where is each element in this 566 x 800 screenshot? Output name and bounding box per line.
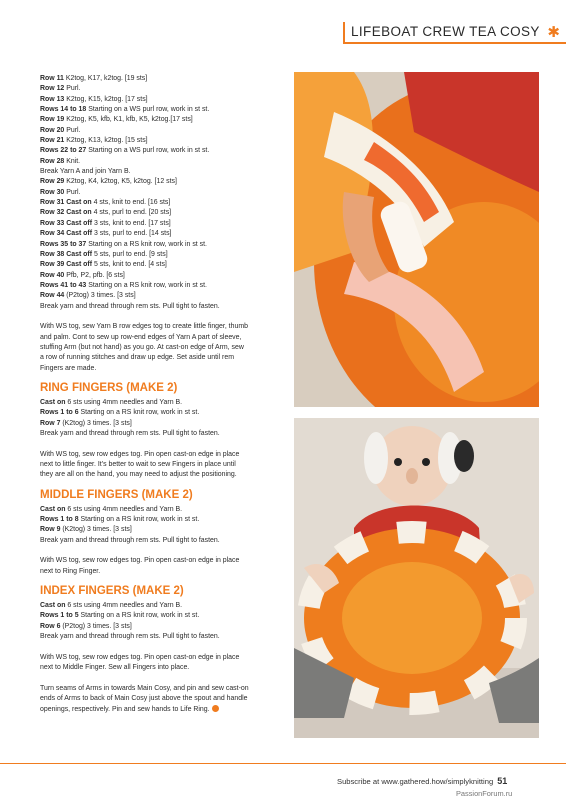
pattern-row xyxy=(40,622,280,632)
pattern-row xyxy=(40,281,280,291)
photo-tea-cosy xyxy=(294,418,539,738)
pattern-row xyxy=(40,219,280,229)
row-label: Row 11 xyxy=(40,75,64,82)
section-title: LIFEBOAT CREW TEA COSY xyxy=(351,24,540,39)
text-line: Fingers are made. xyxy=(40,364,97,372)
pattern-row xyxy=(40,208,280,218)
row-instruction: Break yarn and thread through rem sts. Pull tight to fasten. xyxy=(40,633,220,641)
row-instruction: 5 sts, knit to end. [4 sts] xyxy=(92,261,167,269)
page-header xyxy=(343,22,566,44)
pattern-row xyxy=(40,419,280,429)
row-label: Row 30 xyxy=(40,188,65,196)
row-instruction: Starting on a RS knit row, work in st st. xyxy=(78,516,200,524)
pattern-row xyxy=(40,157,280,167)
pattern-row xyxy=(40,632,280,642)
ring-rows-list xyxy=(40,398,280,439)
text-line: With WS tog, sew row edges tog. Pin open cast-on edge in place xyxy=(40,653,240,661)
text-line: openings, respectively. Pin and sew hands to Life Ring. xyxy=(40,705,280,715)
row-instruction: (P2tog) 3 times. [3 sts] xyxy=(64,292,136,300)
pattern-row xyxy=(40,525,280,535)
pattern-row xyxy=(40,198,280,208)
pattern-row xyxy=(40,515,280,525)
pattern-row xyxy=(40,536,280,546)
row-instruction: K2tog, K4, k2tog, K5, k2tog. [12 sts] xyxy=(64,178,177,186)
watermark: PassionForum.ru xyxy=(456,789,513,798)
row-instruction: K2tog, K13, k2tog. [15 sts] xyxy=(64,137,148,145)
row-label: Row 20 xyxy=(40,126,65,134)
row-instruction: 3 sts, purl to end. [14 sts] xyxy=(92,230,172,238)
index-finish-paragraph xyxy=(40,653,280,674)
pattern-row xyxy=(40,398,280,408)
pattern-row xyxy=(40,271,280,281)
pattern-row xyxy=(40,126,280,136)
row-instruction: Starting on a WS purl row, work in st st. xyxy=(86,106,210,114)
text-line: next to Middle Finger. Sew all Fingers into place. xyxy=(40,664,190,672)
row-label: Row 31 Cast on xyxy=(40,199,92,207)
row-instruction: Break yarn and thread through rem sts. Pull tight to fasten. xyxy=(40,536,220,544)
pattern-row xyxy=(40,429,280,439)
row-label: Rows 22 to 27 xyxy=(40,147,87,155)
subscribe-link[interactable]: Subscribe at www.gathered.how/simplyknitting xyxy=(337,777,494,786)
pattern-row xyxy=(40,95,280,105)
row-instruction: (P2tog) 3 times. [3 sts] xyxy=(60,622,132,630)
closing-paragraph xyxy=(40,684,280,715)
row-label: Row 44 xyxy=(40,292,65,300)
row-label: Row 29 xyxy=(40,178,65,186)
row-instruction: 6 sts using 4mm needles and Yarn B. xyxy=(65,505,183,513)
row-label: Row 9 xyxy=(40,526,61,534)
pattern-row xyxy=(40,408,280,418)
row-instruction: (K2tog) 3 times. [3 sts] xyxy=(60,526,132,534)
text-line: Turn seams of Arms in towards Main Cosy, and pin and sew cast-on xyxy=(40,684,249,692)
photo-life-ring-closeup-art xyxy=(294,72,539,407)
row-instruction: Purl. xyxy=(64,126,81,134)
text-line: With WS tog, sew row edges tog. Pin open cast-on edge in place xyxy=(40,450,240,458)
row-label: Rows 41 to 43 xyxy=(40,281,87,289)
row-label: Row 13 xyxy=(40,95,65,103)
row-instruction: Break yarn and thread through rem sts. Pull tight to fasten. xyxy=(40,430,220,437)
page-number: 51 xyxy=(497,776,508,786)
row-instruction: (K2tog) 3 times. [3 sts] xyxy=(60,419,132,427)
flower-icon: ✱ xyxy=(547,24,560,41)
row-label: Rows 1 to 8 xyxy=(40,516,79,524)
text-line: they are all on the hand, you may need to adjust the positioning. xyxy=(40,471,237,479)
row-label: Row 19 xyxy=(40,116,65,124)
row-label: Rows 1 to 5 xyxy=(40,612,79,620)
pattern-row xyxy=(40,291,280,301)
row-label: Rows 1 to 6 xyxy=(40,409,79,417)
row-instruction: Starting on a RS knit row, work in st st. xyxy=(78,409,200,417)
row-label: Row 33 Cast off xyxy=(40,219,93,227)
row-instruction: 3 sts, knit to end. [17 sts] xyxy=(92,219,171,227)
end-mark-icon xyxy=(212,705,219,712)
row-instruction: Starting on a WS purl row, work in st st. xyxy=(86,147,210,155)
pattern-row xyxy=(40,177,280,187)
row-instruction: 6 sts using 4mm needles and Yarn B. xyxy=(65,602,183,610)
text-line: and palm. Cont to sew up row-end edges of Yarn A part of sleeve, xyxy=(40,333,242,341)
index-fingers-heading: INDEX FINGERS (MAKE 2) xyxy=(40,585,184,598)
row-instruction: Knit. xyxy=(64,157,81,165)
row-label: Rows 35 to 37 xyxy=(40,240,87,248)
middle-finish-paragraph xyxy=(40,556,280,577)
row-label: Cast on xyxy=(40,505,66,513)
middle-rows-list xyxy=(40,505,280,546)
pattern-row xyxy=(40,167,280,177)
pattern-row xyxy=(40,611,280,621)
row-instruction: K2tog, K15, k2tog. [17 sts] xyxy=(64,95,148,103)
pattern-row xyxy=(40,74,280,84)
text-line: a row of running stitches and draw up edge. Set aside until rem xyxy=(40,354,234,362)
pattern-row xyxy=(40,115,280,125)
row-instruction: Starting on a RS knit row, work in st st. xyxy=(78,612,200,620)
row-label: Row 40 xyxy=(40,271,65,279)
arm-rows-list xyxy=(40,74,280,312)
row-label: Row 6 xyxy=(40,622,61,630)
row-instruction: K2tog, K5, kfb, K1, kfb, K5, k2tog.[17 sts] xyxy=(64,116,193,124)
pattern-row xyxy=(40,302,280,312)
row-label: Row 21 xyxy=(40,137,65,145)
row-label: Row 7 xyxy=(40,419,61,427)
pattern-row xyxy=(40,260,280,270)
row-label: Cast on xyxy=(40,398,66,406)
row-label: Row 38 Cast off xyxy=(40,250,93,258)
row-label: Cast on xyxy=(40,602,66,610)
row-instruction: Break yarn and thread through rem sts. Pull tight to fasten. xyxy=(40,302,220,310)
row-label: Row 34 Cast off xyxy=(40,230,93,238)
row-instruction: Starting on a RS knit row, work in st st. xyxy=(86,240,207,248)
row-label: Row 32 Cast on xyxy=(40,209,92,217)
row-instruction: Pfb, P2, pfb. [6 sts] xyxy=(64,271,125,279)
text-line: next to Ring Finger. xyxy=(40,567,101,575)
pattern-row xyxy=(40,229,280,239)
text-line: With WS tog, sew Yarn B row edges tog to create little finger, thumb xyxy=(40,323,248,331)
middle-fingers-heading: MIDDLE FINGERS (MAKE 2) xyxy=(40,488,193,501)
text-line: With WS tog, sew row edges tog. Pin open cast-on edge in place xyxy=(40,557,240,565)
row-label: Rows 14 to 18 xyxy=(40,106,87,114)
photo-tea-cosy-art xyxy=(294,418,539,738)
footer-rule xyxy=(0,763,566,764)
ring-fingers-heading: RING FINGERS (MAKE 2) xyxy=(40,381,178,394)
pattern-row xyxy=(40,105,280,115)
row-instruction: 4 sts, purl to end. [20 sts] xyxy=(91,209,172,217)
text-line: ends of Arms to back of Main Cosy just above the spout and handle xyxy=(40,695,248,703)
row-instruction: 5 sts, purl to end. [9 sts] xyxy=(92,250,168,258)
pattern-row xyxy=(40,240,280,250)
row-label: Row 28 xyxy=(40,157,65,165)
pattern-row xyxy=(40,505,280,515)
row-instruction: Purl. xyxy=(64,85,81,93)
pattern-text-column xyxy=(40,74,280,715)
pattern-row xyxy=(40,601,280,611)
footer xyxy=(337,776,507,786)
row-label: Row 12 xyxy=(40,85,65,93)
text-line: stuffing Arm (but not hand) as you go. At cast-on edge of Arm, sew xyxy=(40,343,244,351)
row-instruction: Purl. xyxy=(64,188,81,196)
pattern-row xyxy=(40,146,280,156)
arm-finish-paragraph xyxy=(40,322,280,374)
pattern-row xyxy=(40,188,280,198)
row-instruction: 4 sts, knit to end. [16 sts] xyxy=(91,199,171,207)
pattern-row xyxy=(40,250,280,260)
text-line: next to little finger. It’s better to wait to sew Fingers in place until xyxy=(40,461,236,469)
row-instruction: Break Yarn A and join Yarn B. xyxy=(40,168,131,176)
pattern-row xyxy=(40,136,280,146)
pattern-row xyxy=(40,84,280,94)
row-label: Row 39 Cast off xyxy=(40,261,93,269)
photo-life-ring-closeup xyxy=(294,72,539,407)
index-rows-list xyxy=(40,601,280,642)
ring-finish-paragraph xyxy=(40,450,280,481)
row-instruction: 6 sts using 4mm needles and Yarn B. xyxy=(65,398,183,406)
row-instruction: Starting on a RS knit row, work in st st. xyxy=(86,281,207,289)
row-instruction: K2tog, K17, k2tog. [19 sts] xyxy=(63,75,148,82)
